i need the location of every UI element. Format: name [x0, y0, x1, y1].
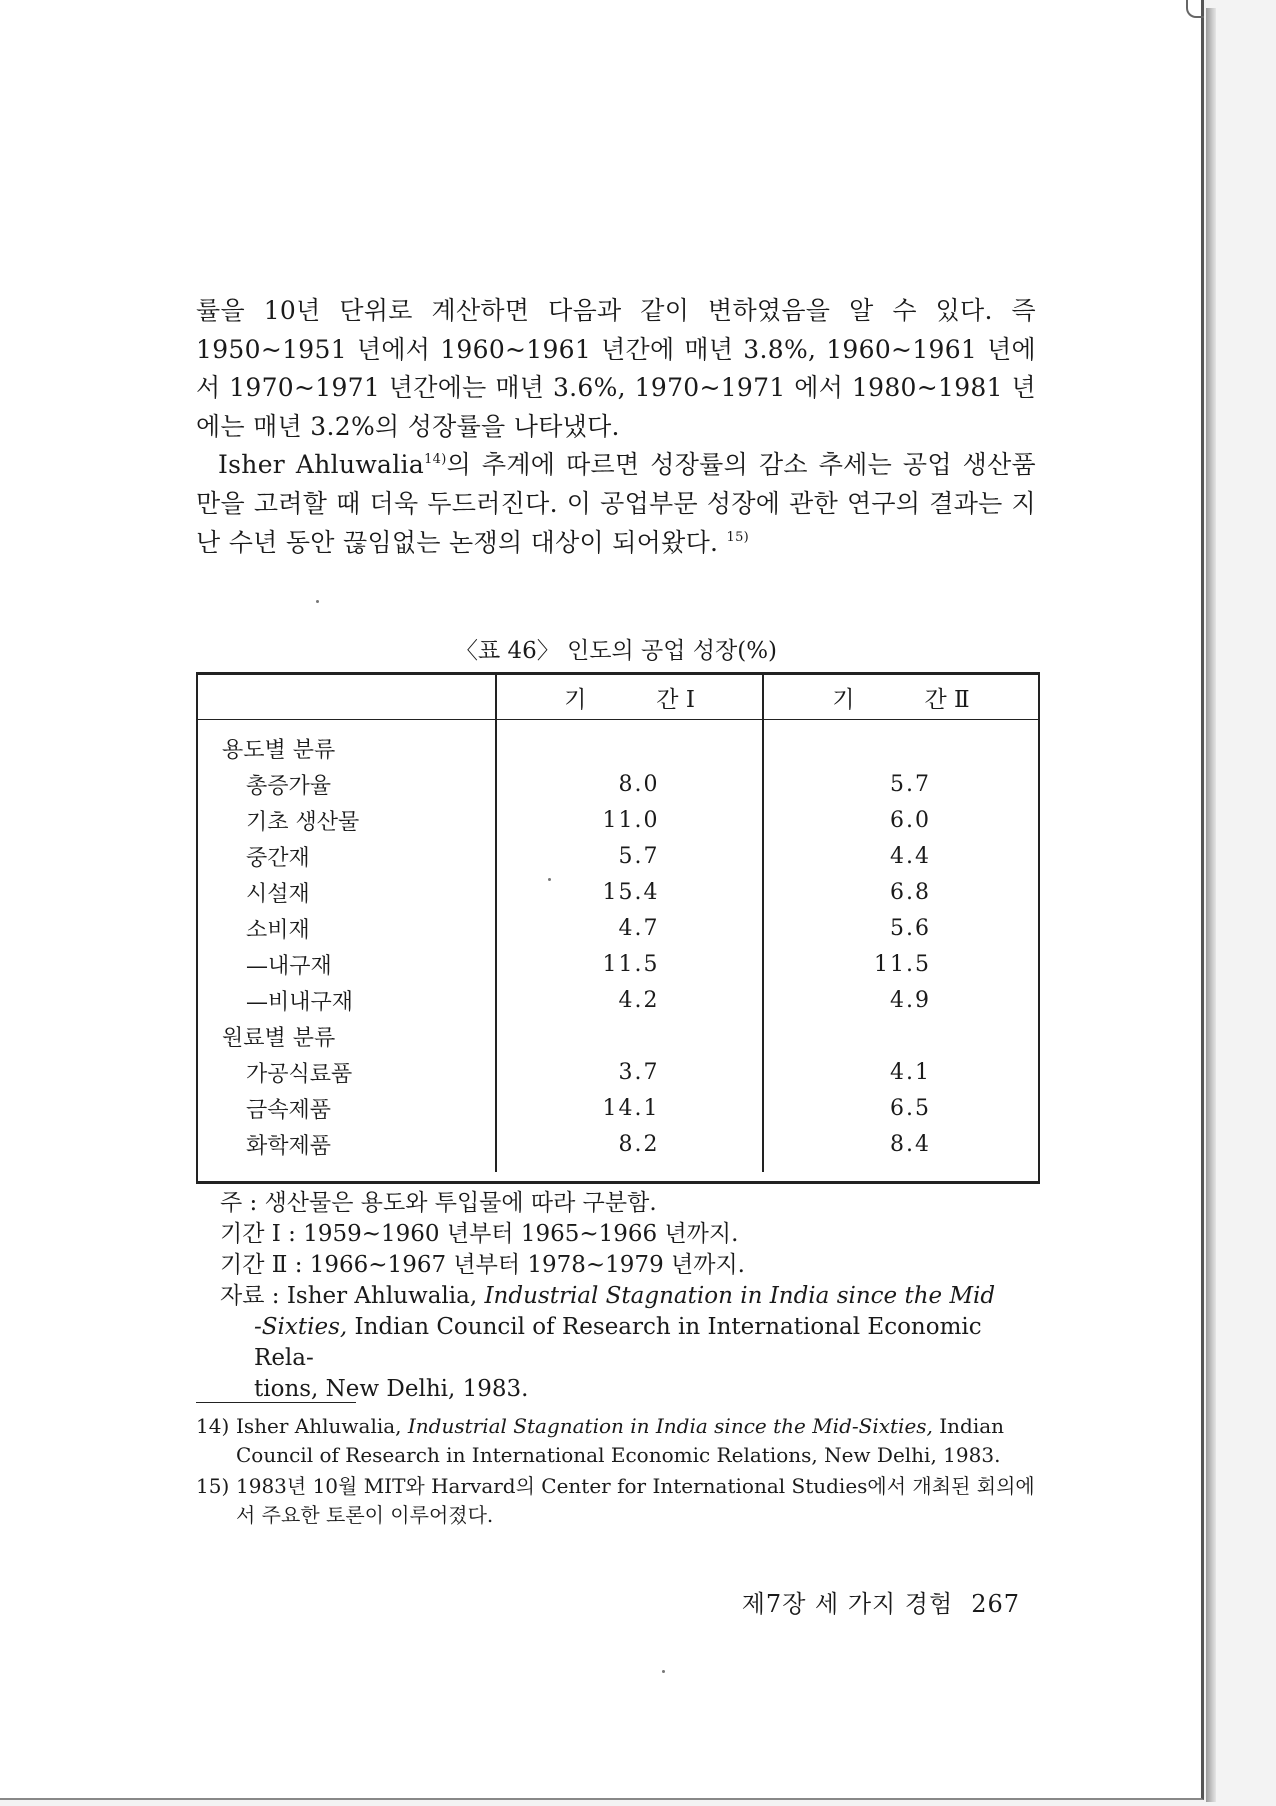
table-row — [198, 730, 1038, 766]
row-label: 시설재 — [246, 881, 310, 907]
header-category — [198, 675, 496, 720]
row-label: 중간재 — [246, 845, 310, 871]
cell-period-2 — [763, 946, 1038, 982]
table-row — [198, 946, 1038, 982]
table-row — [198, 1126, 1038, 1162]
cell-period-1 — [496, 910, 763, 946]
page-corner-mark — [1186, 0, 1204, 18]
footnote-text — [236, 1412, 1040, 1469]
paragraph-1: 률을 10년 단위로 계산하면 다음과 같이 변하였음을 알 수 있다. 즉 1950~1951 년에서 1960~1961 년간에 매년 3.8%, 1960~1961 년에서 1970~1971 년간에는 매년 3.6%, 1970~1971 에서 1980~1981 년에는 매년 3.2%의 성장률을 나타냈다. — [196, 296, 1036, 441]
note-source-label: 자료 : — [220, 1283, 287, 1309]
cell-period-2-value: 6.0 — [890, 807, 931, 833]
cell-period-2 — [763, 730, 1038, 766]
footnote-divider — [196, 1402, 356, 1403]
note-source-title-b: -Sixties, — [254, 1314, 348, 1340]
footnote-title: Industrial Stagnation in India since the Mid-Sixties, — [407, 1414, 933, 1438]
row-label: 가공식료품 — [246, 1061, 353, 1087]
cell-period-1 — [496, 730, 763, 766]
row-label: —비내구재 — [246, 989, 354, 1015]
cell-period-1 — [496, 1054, 763, 1090]
table-row — [198, 910, 1038, 946]
cell-period-1 — [496, 946, 763, 982]
cell-period-2 — [763, 802, 1038, 838]
paragraph-2-text: 의 추계에 따르면 성장률의 감소 추세는 공업 생산품만을 고려할 때 더욱 두드러진다. 이 공업부문 성장에 관한 연구의 결과는 지난 수년 동안 끊임없는 논쟁의 대상이 되어왔다. — [196, 450, 1036, 557]
footnote-ref-15[interactable]: 15) — [726, 529, 750, 545]
table-spacer-row — [198, 1162, 1038, 1172]
cell-period-1 — [496, 1018, 763, 1054]
cell-period-1-value: 5.7 — [618, 843, 660, 869]
header-period-1-a: 기 — [564, 686, 587, 713]
running-footer — [640, 1584, 1020, 1619]
cell-period-2 — [763, 910, 1038, 946]
cell-period-2 — [763, 838, 1038, 874]
table-row — [198, 802, 1038, 838]
cell-period-2-value: 11.5 — [874, 951, 931, 977]
cell-period-1 — [496, 1126, 763, 1162]
page-number: 267 — [971, 1590, 1020, 1618]
row-label: 원료별 분류 — [222, 1025, 336, 1051]
cell-period-2-value: 6.8 — [890, 879, 931, 905]
note-period-1: 기간 Ⅰ : 1959~1960 년부터 1965~1966 년까지. — [220, 1221, 739, 1247]
footnote-author: Isher Ahluwalia, — [236, 1414, 408, 1438]
header-period-2 — [763, 675, 1038, 720]
cell-period-2-value: 4.9 — [890, 987, 931, 1013]
table-caption: 〈표 46〉 인도의 공업 성장(%) — [454, 638, 778, 664]
note-source-cont-2: tions, New Delhi, 1983. — [254, 1376, 529, 1402]
table-row — [198, 838, 1038, 874]
note-source-cont-1 — [220, 1312, 1040, 1374]
cell-period-1-value: 11.5 — [602, 951, 660, 977]
table-row — [198, 1018, 1038, 1054]
cell-period-1-value: 4.7 — [618, 915, 660, 941]
header-period-2-a: 기 — [832, 686, 855, 713]
footnote-15 — [196, 1472, 1040, 1529]
cell-period-1-value: 4.2 — [618, 987, 660, 1013]
cell-period-2 — [763, 874, 1038, 910]
cell-period-1-value: 8.0 — [618, 771, 660, 797]
cell-period-2 — [763, 1126, 1038, 1162]
row-label: 소비재 — [246, 917, 310, 943]
table-row — [198, 1054, 1038, 1090]
cell-period-2 — [763, 982, 1038, 1018]
row-label: —내구재 — [246, 953, 332, 979]
cell-period-1-value: 15.4 — [602, 879, 660, 905]
row-label: 금속제품 — [246, 1097, 332, 1123]
cell-period-1 — [496, 838, 763, 874]
cell-period-2-value: 5.6 — [890, 915, 931, 941]
footnote-14 — [196, 1412, 1040, 1469]
cell-period-1 — [496, 874, 763, 910]
header-period-1-b: 간 Ⅰ — [656, 686, 695, 713]
note-main: 주 : 생산물은 용도와 투입물에 따라 구분함. — [220, 1190, 657, 1216]
paragraph-2 — [196, 446, 1036, 562]
cell-period-2-value: 5.7 — [890, 771, 931, 797]
row-label: 용도별 분류 — [222, 737, 336, 763]
cell-period-2 — [763, 766, 1038, 802]
table-spacer-row — [198, 720, 1038, 731]
footnote-number: 15) — [196, 1474, 230, 1498]
cell-period-1-value: 3.7 — [618, 1059, 660, 1085]
cell-period-2 — [763, 1054, 1038, 1090]
scan-speck — [316, 600, 319, 603]
table-row — [198, 874, 1038, 910]
table-body — [198, 720, 1038, 1173]
note-source-rest-a: Indian Council of Research in International Economic Rela- — [254, 1314, 982, 1371]
table-row — [198, 982, 1038, 1018]
header-period-1 — [496, 675, 763, 720]
footnote-text: 1983년 10월 MIT와 Harvard의 Center for International Studies에서 개최된 회의에서 주요한 토론이 이루어졌다. — [236, 1474, 1035, 1527]
paragraph-2-author: Isher Ahluwalia — [218, 450, 425, 480]
cell-period-1 — [496, 802, 763, 838]
footnote-number: 14) — [196, 1414, 230, 1438]
chapter-title: 제7장 세 가지 경험 — [741, 1590, 954, 1618]
cell-period-2 — [763, 1018, 1038, 1054]
cell-period-1-value: 8.2 — [618, 1131, 660, 1157]
cell-period-2-value: 6.5 — [890, 1095, 931, 1121]
cell-period-2-value: 4.1 — [890, 1059, 931, 1085]
table-row — [198, 766, 1038, 802]
table-notes — [220, 1188, 1040, 1405]
scan-speck — [548, 878, 551, 881]
cell-period-1-value: 14.1 — [602, 1095, 660, 1121]
note-source — [220, 1281, 1040, 1312]
row-label: 화학제품 — [246, 1133, 332, 1159]
page-edge-shadow — [1206, 8, 1216, 1802]
note-source-author: Isher Ahluwalia, — [286, 1283, 485, 1309]
cell-period-1-value: 11.0 — [602, 807, 660, 833]
cell-period-2 — [763, 1090, 1038, 1126]
growth-table-grid — [198, 675, 1038, 1172]
cell-period-2-value: 8.4 — [890, 1131, 931, 1157]
footnote-ref-14[interactable]: 14) — [424, 452, 447, 468]
row-label: 기초 생산물 — [246, 809, 360, 835]
note-period-2: 기간 Ⅱ : 1966~1967 년부터 1978~1979 년까지. — [220, 1252, 745, 1278]
table-row — [198, 1090, 1038, 1126]
cell-period-1 — [496, 1090, 763, 1126]
cell-period-2-value: 4.4 — [890, 843, 931, 869]
body-text — [196, 292, 1036, 562]
footnote-rest: Indian Council of Research in International Economic Relations, New Delhi, 1983. — [236, 1414, 1005, 1467]
cell-period-1 — [496, 982, 763, 1018]
scan-speck — [662, 1670, 665, 1673]
cell-period-1 — [496, 766, 763, 802]
growth-table — [196, 672, 1040, 1184]
note-source-title-a: Industrial Stagnation in India since the Mid — [484, 1283, 996, 1309]
header-period-2-b: 간 Ⅱ — [924, 686, 970, 713]
table-header-row — [198, 675, 1038, 720]
row-label: 총증가율 — [246, 773, 332, 799]
footnotes — [196, 1412, 1040, 1532]
